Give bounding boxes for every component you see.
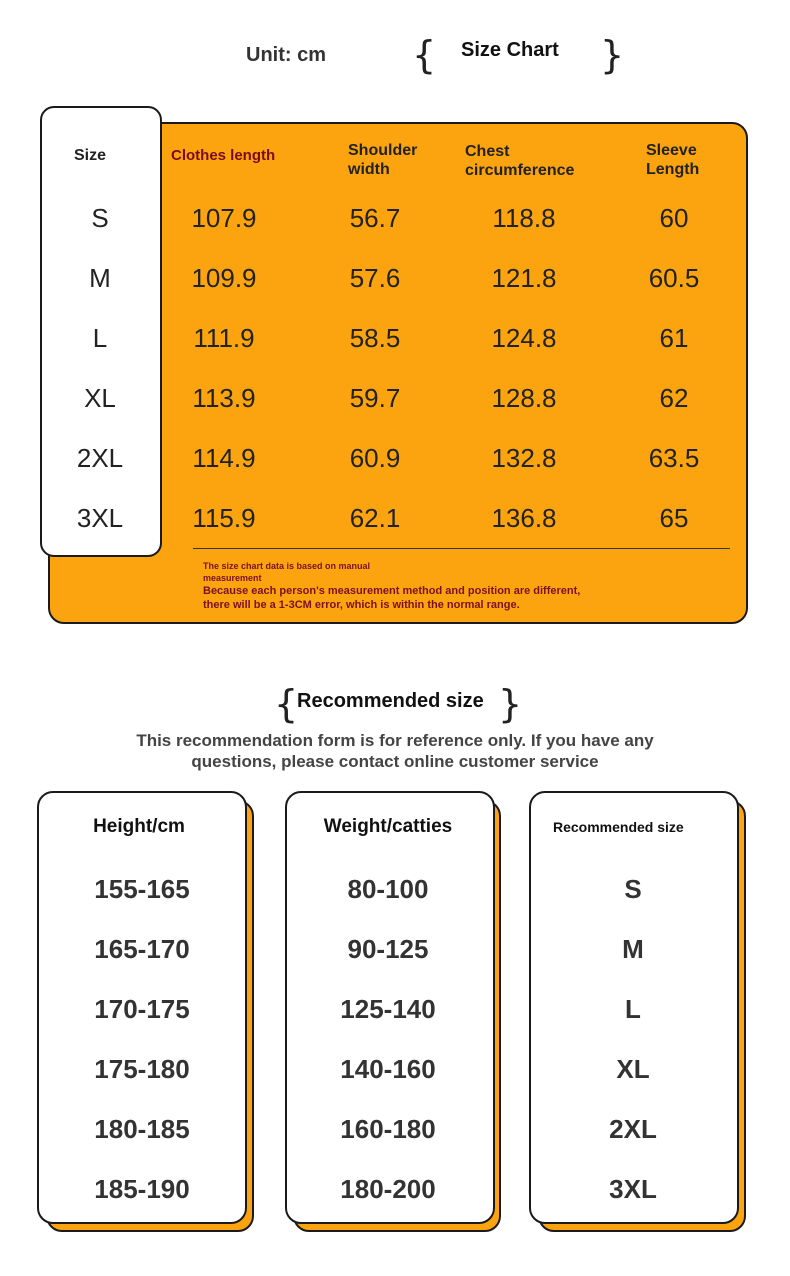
clothes-length-cell: 111.9 (193, 323, 255, 353)
measurement-note (203, 560, 580, 612)
note-line: there will be a 1-3CM error, which is within the normal range. (203, 599, 520, 611)
weight-value: 140-160 (340, 1054, 436, 1084)
recommended-size-value: S (624, 874, 642, 904)
size-cell: XL (84, 383, 116, 413)
chest-cell: 128.8 (491, 383, 557, 413)
sleeve-cell: 65 (659, 503, 689, 533)
header-chest-circumference (465, 142, 574, 180)
size-cell: M (89, 263, 111, 293)
recommended-size-value: XL (616, 1054, 650, 1084)
header-chest-line2: circumference (465, 162, 575, 179)
sleeve-cell: 60.5 (648, 263, 700, 293)
header-shoulder-width (348, 141, 417, 179)
shoulder-width-cell: 56.7 (349, 203, 401, 233)
header-shoulder-line2: width (348, 161, 390, 178)
note-divider (193, 548, 730, 549)
sleeve-cell: 62 (659, 383, 689, 413)
shoulder-width-cell: 57.6 (349, 263, 401, 293)
sleeve-cell: 63.5 (648, 443, 700, 473)
height-value: 170-175 (94, 994, 190, 1024)
subtitle-line: This recommendation form is for reference only. If you have any (136, 731, 654, 750)
note-line: measurement (203, 573, 262, 583)
clothes-length-cell: 114.9 (192, 443, 256, 473)
open-brace-icon: { (412, 33, 437, 77)
unit-label: Unit: cm (246, 44, 326, 66)
height-value: 155-165 (94, 874, 190, 904)
close-brace-icon: } (600, 33, 625, 77)
weight-value: 90-125 (347, 934, 429, 964)
note-line: Because each person's measurement method and position are different, (203, 585, 581, 597)
shoulder-width-cell: 59.7 (349, 383, 401, 413)
shoulder-width-cell: 58.5 (349, 323, 401, 353)
size-cell: L (92, 323, 108, 353)
clothes-length-cell: 115.9 (192, 503, 256, 533)
chest-cell: 124.8 (491, 323, 557, 353)
size-cell: 2XL (76, 443, 124, 473)
weight-header: Weight/catties (323, 816, 453, 837)
header-sleeve-length (646, 141, 699, 179)
sleeve-cell: 60 (659, 203, 689, 233)
shoulder-width-cell: 60.9 (349, 443, 401, 473)
recommended-subtitle (80, 730, 710, 772)
header-shoulder-line1: Shoulder (348, 142, 418, 159)
close-brace-icon: } (498, 682, 523, 726)
recommended-title: Recommended size (297, 690, 484, 712)
chest-cell: 118.8 (492, 203, 556, 233)
height-header: Height/cm (93, 816, 185, 837)
size-cell: 3XL (76, 503, 124, 533)
recommended-size-value: 2XL (609, 1114, 657, 1144)
header-size: Size (74, 147, 107, 164)
recommended-size-value: 3XL (609, 1174, 657, 1204)
page-title: Size Chart (461, 39, 559, 61)
recommended-size-value: L (625, 994, 641, 1024)
subtitle-line: questions, please contact online customer service (191, 752, 599, 771)
height-value: 185-190 (94, 1174, 190, 1204)
height-value: 165-170 (94, 934, 190, 964)
clothes-length-cell: 109.9 (191, 263, 257, 293)
header-sleeve-line1: Sleeve (646, 142, 697, 159)
shoulder-width-cell: 62.1 (349, 503, 401, 533)
recommended-size-value: M (622, 934, 644, 964)
header-clothes-length: Clothes length (171, 147, 276, 164)
sleeve-cell: 61 (659, 323, 689, 353)
chest-cell: 121.8 (491, 263, 557, 293)
note-line: The size chart data is based on manual (203, 561, 371, 571)
clothes-length-cell: 113.9 (192, 383, 256, 413)
height-value: 180-185 (94, 1114, 190, 1144)
chest-cell: 132.8 (491, 443, 557, 473)
size-cell: S (91, 203, 109, 233)
clothes-length-cell: 107.9 (191, 203, 257, 233)
weight-value: 80-100 (347, 874, 429, 904)
header-sleeve-line2: Length (646, 161, 700, 178)
height-value: 175-180 (94, 1054, 190, 1084)
weight-value: 180-200 (340, 1174, 436, 1204)
chest-cell: 136.8 (491, 503, 557, 533)
recommended-size-header: Recommended size (553, 819, 684, 835)
weight-value: 125-140 (340, 994, 436, 1024)
header-chest-line1: Chest (465, 143, 510, 160)
open-brace-icon: { (274, 682, 299, 726)
weight-value: 160-180 (340, 1114, 436, 1144)
